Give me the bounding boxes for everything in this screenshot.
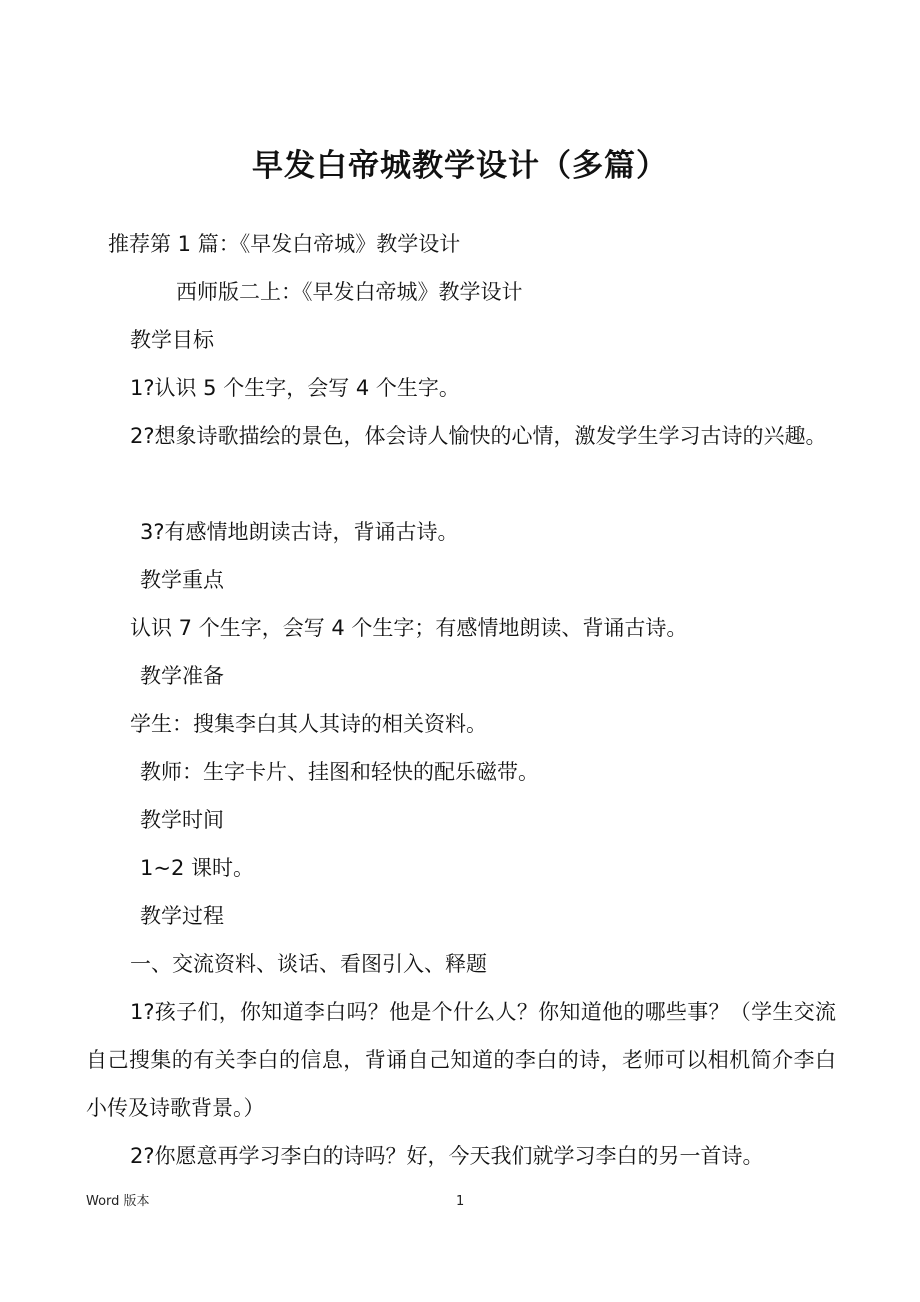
section-heading-process: 教学过程 [140,904,224,928]
process-item-1: 1?孩子们，你知道李白吗？他是个什么人？你知道他的哪些事？（学生交流自己搜集的有关李白的信息，背诵自己知道的李白的诗，老师可以相机简介李白小传及诗歌背景。） [86,1000,836,1120]
page-number: 1 [456,1194,465,1209]
document-title: 早发白帝城教学设计（多篇） [252,148,668,184]
section-heading-goals: 教学目标 [130,328,214,352]
focus-text: 认识 7 个生字，会写 4 个生字；有感情地朗读、背诵古诗。 [130,616,688,640]
goal-item-3: 3?有感情地朗读古诗，背诵古诗。 [140,520,459,544]
goal-item-1: 1?认识 5 个生字，会写 4 个生字。 [130,376,460,400]
prep-students: 学生：搜集李白其人其诗的相关资料。 [130,712,487,736]
section-heading-prep: 教学准备 [140,664,224,688]
section-heading-focus: 教学重点 [140,568,224,592]
process-item-2: 2?你愿意再学习李白的诗吗？好，今天我们就学习李白的另一首诗。 [130,1144,764,1168]
subtitle-line: 西师版二上：《早发白帝城》教学设计 [176,280,523,304]
time-text: 1~2 课时。 [140,856,254,880]
footer-label: Word 版本 [86,1194,150,1209]
process-step-heading: 一、交流资料、谈话、看图引入、释题 [130,952,487,976]
section-heading-time: 教学时间 [140,808,224,832]
prep-teacher: 教师：生字卡片、挂图和轻快的配乐磁带。 [140,760,539,784]
goal-item-2: 2?想象诗歌描绘的景色，体会诗人愉快的心情，激发学生学习古诗的兴趣。 [130,424,827,448]
recommend-heading: 推荐第 1 篇：《早发白帝城》教学设计 [108,232,461,256]
